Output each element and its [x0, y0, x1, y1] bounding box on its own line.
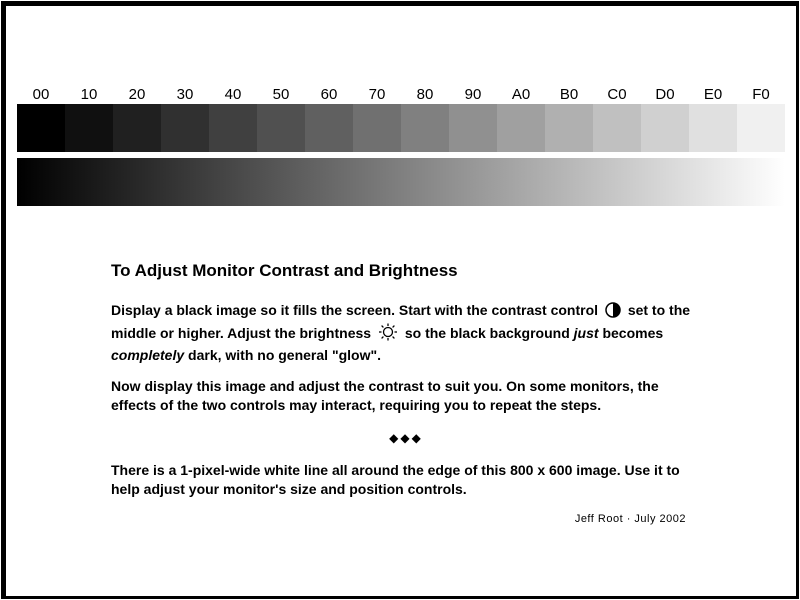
- gray-step: [689, 104, 737, 152]
- gray-step: [17, 104, 65, 152]
- swatch-label: 30: [176, 86, 194, 103]
- swatch-label: E0: [703, 86, 723, 103]
- para1-text-c: so the black background: [404, 325, 570, 341]
- gray-step: [257, 104, 305, 152]
- swatch-label: 70: [368, 86, 386, 103]
- gray-step: [353, 104, 401, 152]
- gray-step: [545, 104, 593, 152]
- swatch-labels: [17, 86, 785, 104]
- swatch-label: 90: [464, 86, 482, 103]
- emphasis-completely: completely: [111, 347, 185, 363]
- gray-step: [65, 104, 113, 152]
- brightness-icon: [378, 323, 398, 346]
- gray-step: [113, 104, 161, 152]
- swatch-label: 00: [32, 86, 50, 103]
- paragraph-contrast-brightness: [111, 301, 701, 365]
- page-title: To Adjust Monitor Contrast and Brightness: [111, 261, 458, 280]
- grayscale-steps: [17, 104, 785, 152]
- gray-step: [497, 104, 545, 152]
- author-credit: Jeff Root · July 2002: [574, 513, 686, 525]
- paragraph-adjust-contrast: Now display this image and adjust the contrast to suit you. On some monitors, the effects of the two controls may interact, requiring you to repeat the steps.: [111, 378, 659, 413]
- swatch-label: 10: [80, 86, 98, 103]
- swatch-label: D0: [655, 86, 675, 103]
- para1-text-b: set to the middle or higher. Adjust the brightness: [111, 302, 691, 341]
- gray-step: [305, 104, 353, 152]
- swatch-label: F0: [752, 86, 770, 103]
- gray-step: [593, 104, 641, 152]
- gray-step: [641, 104, 689, 152]
- paragraph-white-line: There is a 1-pixel-wide white line all around the edge of this 800 x 600 image. Use it to help adjust your monitor's size and position controls.: [111, 462, 680, 497]
- diamond-separator: ◆◆◆: [389, 431, 423, 445]
- gray-step: [737, 104, 785, 152]
- swatch-label: 50: [272, 86, 290, 103]
- swatch-label: 20: [128, 86, 146, 103]
- para1-text-d: becomes: [602, 325, 664, 341]
- swatch-label: A0: [511, 86, 531, 103]
- gray-step: [401, 104, 449, 152]
- swatch-label: 40: [224, 86, 242, 103]
- swatch-label: B0: [559, 86, 579, 103]
- swatch-label: C0: [607, 86, 627, 103]
- swatch-label: 60: [320, 86, 338, 103]
- para1-text-a: Display a black image so it fills the screen. Start with the contrast control: [111, 302, 599, 318]
- emphasis-just: just: [573, 325, 599, 341]
- gray-step: [161, 104, 209, 152]
- gray-step: [209, 104, 257, 152]
- grayscale-gradient: [17, 158, 785, 206]
- swatch-label: 80: [416, 86, 434, 103]
- instructions: [111, 260, 701, 511]
- para1-text-e: dark, with no general "glow".: [188, 347, 381, 363]
- test-pattern-page: [6, 6, 796, 596]
- gray-step: [449, 104, 497, 152]
- contrast-icon: [605, 302, 621, 323]
